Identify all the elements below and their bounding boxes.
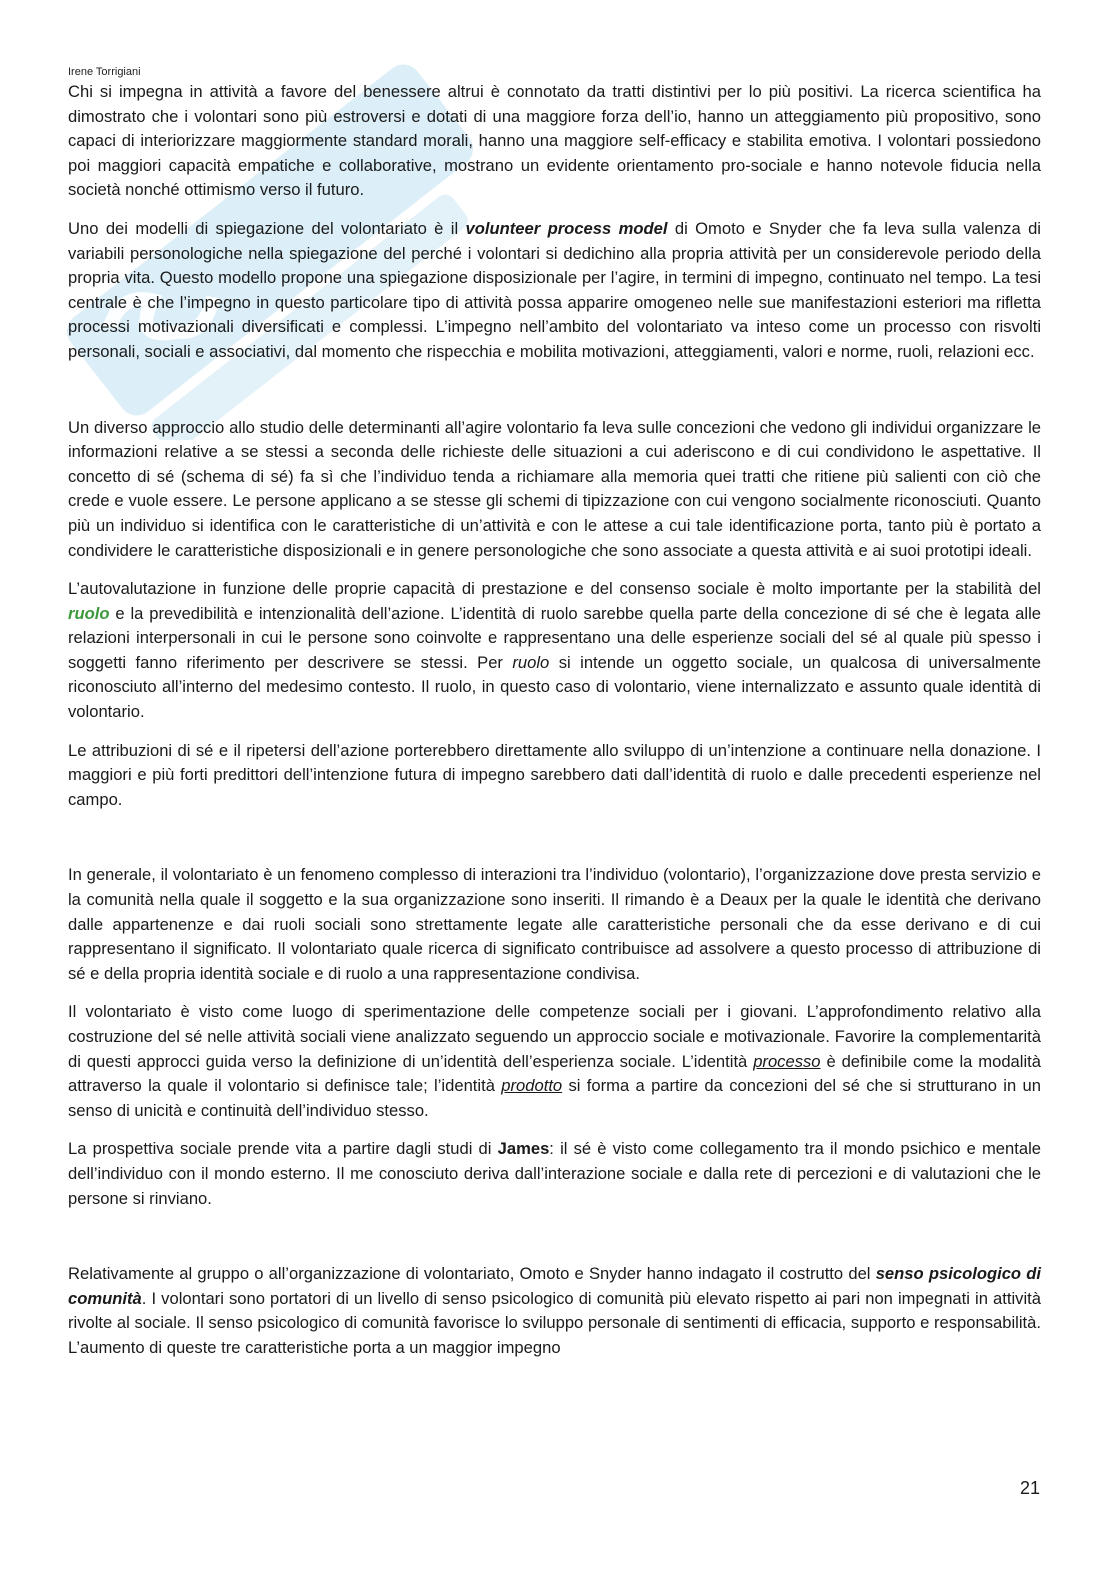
paragraph: Il volontariato è visto come luogo di sperimentazione delle competenze sociali per i giovani. L’approfondimento relativo alla costruzione del sé nelle attività sociali viene analizzato seguendo un approccio sociale e motivazionale. Favorire la complementarità di questi approcci guida verso la definizione di un’identità dell’esperienza sociale. L’identità processo è definibile come la modalità attraverso la quale il volontario si definisce tale; l’identità prodotto si forma a partire da concezioni del sé che si strutturano in un senso di unicità e continuità dell’individuo stesso. <box>68 1002 1041 1120</box>
term-senso-psicologico: senso psicologico di comunità <box>68 1264 1042 1308</box>
term-prodotto: prodotto <box>501 1076 563 1096</box>
term-ruolo-italic: ruolo <box>512 652 550 672</box>
page-number: 21 <box>1019 1478 1040 1498</box>
paragraph: In generale, il volontariato è un fenomeno complesso di interazioni tra l’individuo (volontario), l’organizzazione dove presta servizio e la comunità nella quale il soggetto e la sua organizzazione sono inseriti. Il rimando è a Deaux per la quale le identità che derivano dalle appartenenze e dai ruoli sociali sono strettamente legate alle caratteristiche personali che da esse derivano e di cui rappresentano il significato. Il volontariato quale ricerca di significato contribuisce ad assolvere a questo processo di attribuzione di sé e della propria identità sociale e di ruolo a una rappresentazione condivisa. <box>68 865 1041 983</box>
paragraph: L’autovalutazione in funzione delle proprie capacità di prestazione e del consenso sociale è molto importante per la stabilità del ruolo e la prevedibilità e intenzionalità dell’azione. L’identità di ruolo sarebbe quella parte della concezione di sé che è legata alle relazioni interpersonali in cui le persone sono coinvolte e rappresentano una delle esperienze sociali del sé al quale più spesso i soggetti fanno riferimento per descrivere se stessi. Per ruolo si intende un oggetto sociale, un qualcosa di universalmente riconosciuto all’interno del medesimo contesto. Il ruolo, in questo caso di volontario, viene internalizzato e assunto quale identità di volontario. <box>68 579 1042 722</box>
term-james: James <box>497 1139 550 1159</box>
paragraph: Le attribuzioni di sé e il ripetersi dell’azione porterebbero direttamente allo sviluppo di un’intenzione a continuare nella donazione. I maggiori e più forti predittori dell’intenzione futura di impegno sarebbero dati dall’identità di ruolo e dalle precedenti esperienze nel campo. <box>68 740 1041 809</box>
term-ruolo: ruolo <box>68 603 110 623</box>
author-name: Irene Torrigiani <box>68 66 141 78</box>
paragraph: Uno dei modelli di spiegazione del volontariato è il volunteer process model di Omoto e Snyder che fa leva sulla valenza di variabili personologiche nella spiegazione del perché i volontari si dedichino alla propria attività per un considerevole periodo della propria vita. Questo modello propone una spiegazione disposizionale per l’agire, in termini di impegno, continuato nel tempo. La tesi centrale è che l’impegno in questo particolare tipo di attività possa apparire omogeneo nelle sue manifestazioni esteriori ma rifletta processi motivazionali diversificati e complessi. L’impegno nell’ambito del volontariato va inteso come un processo con risvolti personali, sociali e associativi, dal momento che rispecchia e mobilita motivazioni, atteggiamenti, valori e norme, ruoli, relazioni ecc. <box>68 218 1041 361</box>
page-content <box>68 80 1041 1361</box>
paragraph: Relativamente al gruppo o all’organizzazione di volontariato, Omoto e Snyder hanno indagato il costrutto del senso psicologico di comunità. I volontari sono portatori di un livello di senso psicologico di comunità più elevato rispetto ai pari non impegnati in attività rivolte al sociale. Il senso psicologico di comunità favorisce lo sviluppo personale di sentimenti di efficacia, supporto e responsabilità. L’aumento di queste tre caratteristiche porta a un maggior impegno <box>68 1264 1042 1357</box>
term-processo: processo <box>753 1051 821 1071</box>
paragraph: Chi si impegna in attività a favore del benessere altrui è connotato da tratti distintivi per lo più positivi. La ricerca scientifica ha dimostrato che i volontari sono più estroversi e dotati di una maggiore forza dell’io, hanno un atteggiamento più propositivo, sono capaci di interiorizzare maggiormente standard morali, hanno una maggiore self-efficacy e stabilita emotiva. I volontari possiedono poi maggiori capacità empatiche e collaborative, mostrano un evidente orientamento pro-sociale e hanno notevole fiducia nella società nonché ottimismo verso il futuro. <box>68 82 1041 200</box>
paragraph: Un diverso approccio allo studio delle determinanti all’agire volontario fa leva sulle concezioni che vedono gli individui organizzare le informazioni relative a se stessi a seconda delle richieste delle situazioni a cui aderiscono e di cui condividono le aspettative. Il concetto di sé (schema di sé) fa sì che l’individuo tenda a richiamare alla memoria quei tratti che ritiene più salienti con ciò che crede e vuole essere. Le persone applicano a se stesse gli schemi di tipizzazione con cui vengono socialmente riconosciuti. Quanto più un individuo si identifica con le caratteristiche di un’attività e con le attese a cui tale identificazione porta, tanto più è portato a condividere le caratteristiche disposizionali e in genere personologiche che sono associate a questa attività e ai suoi prototipi ideali. <box>68 417 1041 560</box>
term-volunteer-process-model: volunteer process model <box>465 218 668 238</box>
paragraph: La prospettiva sociale prende vita a partire dagli studi di James: il sé è visto come collegamento tra il mondo psichico e mentale dell’individuo con il mondo esterno. Il me conosciuto deriva dall’interazione sociale e dalla rete di percezioni e di valutazioni che le persone si rinviano. <box>68 1139 1041 1208</box>
